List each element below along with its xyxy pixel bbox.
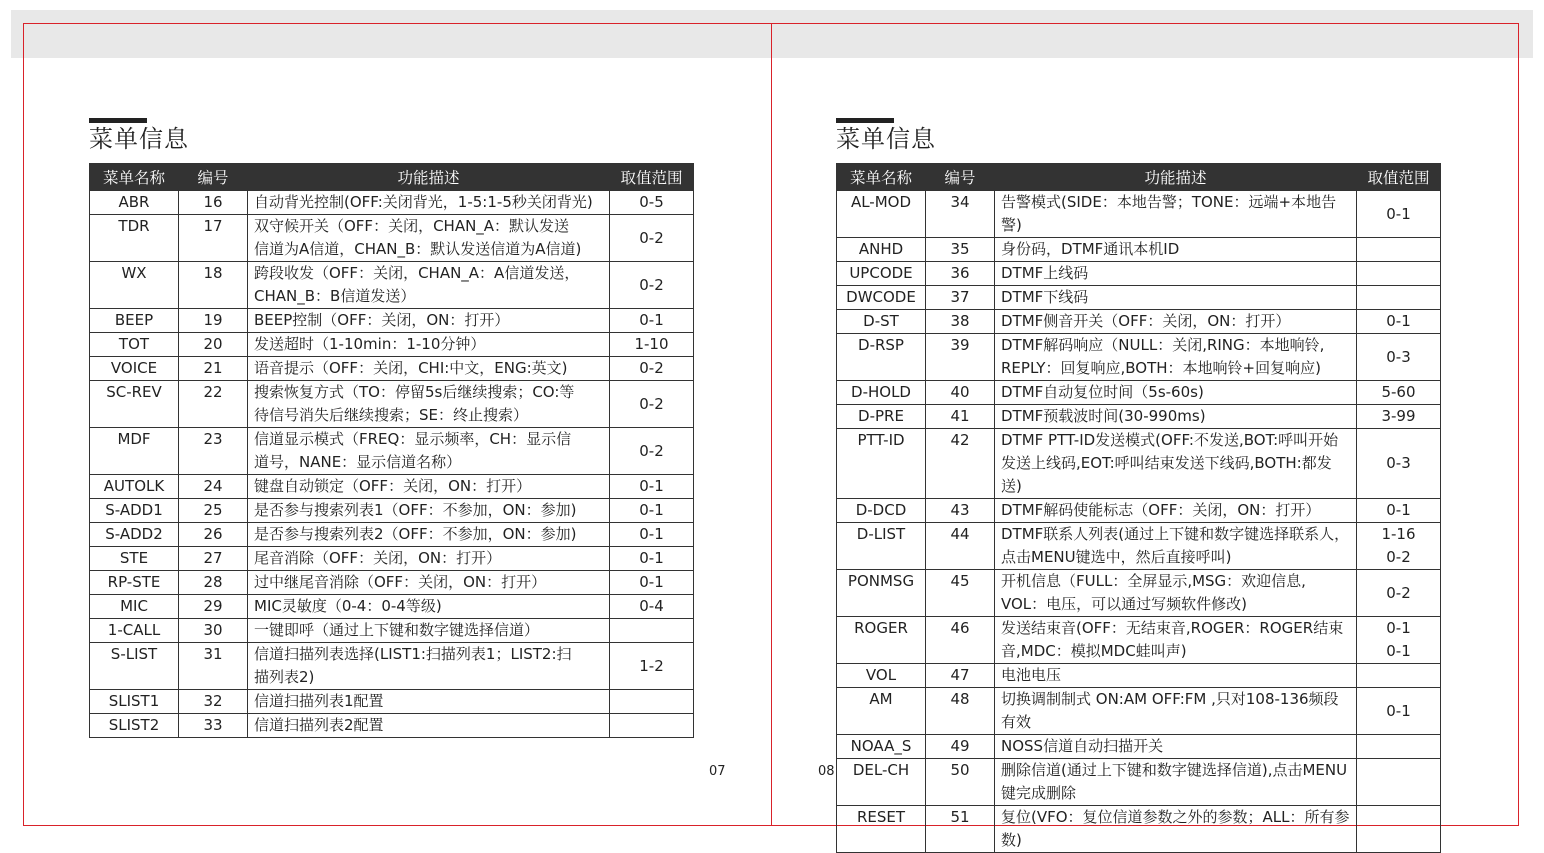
cell-number: 20 bbox=[179, 333, 248, 357]
cell-menu-name: PONMSG bbox=[837, 570, 926, 617]
cell-range: 0-1 bbox=[1357, 688, 1441, 735]
table-row bbox=[90, 499, 694, 523]
cell-description: 语音提示（OFF：关闭，CHI:中文，ENG:英文) bbox=[248, 357, 610, 381]
table-row bbox=[90, 547, 694, 571]
cell-number: 23 bbox=[179, 428, 248, 475]
cell-range: 1-10 bbox=[610, 333, 694, 357]
cell-description: 切换调制制式 ON:AM OFF:FM ,只对108-136频段有效 bbox=[995, 688, 1357, 735]
cell-menu-name: ANHD bbox=[837, 238, 926, 262]
cell-description: 一键即呼（通过上下键和数字键选择信道） bbox=[248, 619, 610, 643]
cell-range: 1-2 bbox=[610, 643, 694, 690]
cell-menu-name: D-DCD bbox=[837, 499, 926, 523]
header-range: 取值范围 bbox=[610, 164, 694, 191]
cell-menu-name: TOT bbox=[90, 333, 179, 357]
cell-range: 0-2 bbox=[610, 381, 694, 428]
cell-menu-name: SLIST1 bbox=[90, 690, 179, 714]
table-row bbox=[837, 262, 1441, 286]
cell-description: DTMF预载波时间(30-990ms) bbox=[995, 405, 1357, 429]
cell-number: 37 bbox=[926, 286, 995, 310]
title-accent-bar bbox=[89, 118, 147, 123]
cell-description: 是否参与搜索列表1（OFF：不参加，ON：参加) bbox=[248, 499, 610, 523]
cell-description: 电池电压 bbox=[995, 664, 1357, 688]
cell-range: 0-2 bbox=[610, 262, 694, 309]
cell-menu-name: S-LIST bbox=[90, 643, 179, 690]
cell-range: 0-1 0-1 bbox=[1357, 617, 1441, 664]
header-description: 功能描述 bbox=[995, 164, 1357, 191]
cell-description: 身份码，DTMF通讯本机ID bbox=[995, 238, 1357, 262]
cell-description: 过中继尾音消除（OFF：关闭，ON：打开） bbox=[248, 571, 610, 595]
table-row bbox=[90, 333, 694, 357]
cell-number: 26 bbox=[179, 523, 248, 547]
cell-menu-name: AUTOLK bbox=[90, 475, 179, 499]
cell-range: 0-5 bbox=[610, 191, 694, 215]
cell-range bbox=[1357, 759, 1441, 806]
table-row bbox=[837, 735, 1441, 759]
table-row bbox=[90, 619, 694, 643]
table-header-row bbox=[90, 164, 694, 191]
cell-menu-name: 1-CALL bbox=[90, 619, 179, 643]
table-row bbox=[837, 688, 1441, 735]
cell-range: 0-1 bbox=[1357, 310, 1441, 334]
cell-number: 33 bbox=[179, 714, 248, 738]
cell-range: 0-1 bbox=[610, 523, 694, 547]
cell-range: 0-2 bbox=[610, 428, 694, 475]
cell-menu-name: WX bbox=[90, 262, 179, 309]
page-right bbox=[836, 118, 1440, 853]
cell-menu-name: RESET bbox=[837, 806, 926, 853]
cell-description: 信道显示模式（FREQ：显示频率，CH：显示信 道号，NANE：显示信道名称） bbox=[248, 428, 610, 475]
cell-menu-name: S-ADD2 bbox=[90, 523, 179, 547]
cell-number: 36 bbox=[926, 262, 995, 286]
cell-number: 35 bbox=[926, 238, 995, 262]
table-row bbox=[90, 381, 694, 428]
cell-number: 17 bbox=[179, 215, 248, 262]
cell-menu-name: BEEP bbox=[90, 309, 179, 333]
cell-range: 0-1 bbox=[1357, 191, 1441, 238]
cell-description: 信道扫描列表1配置 bbox=[248, 690, 610, 714]
cell-menu-name: VOICE bbox=[90, 357, 179, 381]
cell-range: 5-60 bbox=[1357, 381, 1441, 405]
cell-range: 0-2 bbox=[610, 357, 694, 381]
cell-range: 0-1 bbox=[610, 475, 694, 499]
cell-description: DTMF自动复位时间（5s-60s) bbox=[995, 381, 1357, 405]
table-row bbox=[837, 429, 1441, 499]
cell-number: 24 bbox=[179, 475, 248, 499]
header-menu-name: 菜单名称 bbox=[90, 164, 179, 191]
header-number: 编号 bbox=[926, 164, 995, 191]
cell-number: 27 bbox=[179, 547, 248, 571]
cell-number: 31 bbox=[179, 643, 248, 690]
page-fold-line bbox=[771, 23, 772, 826]
cell-number: 51 bbox=[926, 806, 995, 853]
cell-number: 21 bbox=[179, 357, 248, 381]
table-row bbox=[90, 571, 694, 595]
cell-range: 0-1 bbox=[610, 499, 694, 523]
menu-table bbox=[89, 163, 694, 738]
cell-menu-name: SLIST2 bbox=[90, 714, 179, 738]
cell-range: 0-2 bbox=[610, 215, 694, 262]
title-accent-bar bbox=[836, 118, 894, 123]
cell-range: 0-1 bbox=[610, 547, 694, 571]
table-row bbox=[837, 499, 1441, 523]
cell-range: 0-2 bbox=[1357, 570, 1441, 617]
cell-menu-name: MDF bbox=[90, 428, 179, 475]
cell-range bbox=[610, 619, 694, 643]
page-left bbox=[89, 118, 693, 738]
cell-menu-name: S-ADD1 bbox=[90, 499, 179, 523]
cell-range bbox=[1357, 664, 1441, 688]
cell-description: 是否参与搜索列表2（OFF：不参加，ON：参加) bbox=[248, 523, 610, 547]
cell-number: 34 bbox=[926, 191, 995, 238]
cell-menu-name: D-RSP bbox=[837, 334, 926, 381]
cell-range bbox=[1357, 735, 1441, 759]
cell-range: 0-1 bbox=[610, 571, 694, 595]
cell-menu-name: MIC bbox=[90, 595, 179, 619]
cell-number: 41 bbox=[926, 405, 995, 429]
table-row bbox=[90, 475, 694, 499]
table-row bbox=[837, 664, 1441, 688]
cell-description: 复位(VFO：复位信道参数之外的参数；ALL：所有参数) bbox=[995, 806, 1357, 853]
cell-description: 搜索恢复方式（TO：停留5s后继续搜索；CO:等 待信号消失后继续搜索；SE：终止搜索） bbox=[248, 381, 610, 428]
table-row bbox=[90, 262, 694, 309]
cell-range: 0-3 bbox=[1357, 429, 1441, 499]
cell-description: 发送结束音(OFF：无结束音,ROGER：ROGER结束 音,MDC：模拟MDC蛙叫声) bbox=[995, 617, 1357, 664]
cell-description: 发送超时（1-10min：1-10分钟） bbox=[248, 333, 610, 357]
cell-number: 49 bbox=[926, 735, 995, 759]
table-row bbox=[90, 309, 694, 333]
table-body bbox=[837, 191, 1441, 853]
table-row bbox=[837, 238, 1441, 262]
cell-description: NOSS信道自动扫描开关 bbox=[995, 735, 1357, 759]
cell-description: DTMF解码响应（NULL：关闭,RING：本地响铃, REPLY：回复响应,BOTH：本地响铃+回复响应) bbox=[995, 334, 1357, 381]
table-row bbox=[90, 714, 694, 738]
table-row bbox=[837, 381, 1441, 405]
cell-menu-name: D-LIST bbox=[837, 523, 926, 570]
cell-menu-name: AM bbox=[837, 688, 926, 735]
table-row bbox=[837, 310, 1441, 334]
cell-number: 28 bbox=[179, 571, 248, 595]
cell-description: DTMF联系人列表(通过上下键和数字键选择联系人， 点击MENU键选中，然后直接呼叫) bbox=[995, 523, 1357, 570]
cell-number: 16 bbox=[179, 191, 248, 215]
cell-number: 30 bbox=[179, 619, 248, 643]
table-row bbox=[837, 191, 1441, 238]
cell-description: DTMF PTT-ID发送模式(OFF:不发送,BOT:呼叫开始 发送上线码,EOT:呼叫结束发送下线码,BOTH:都发送) bbox=[995, 429, 1357, 499]
table-row bbox=[90, 595, 694, 619]
cell-menu-name: UPCODE bbox=[837, 262, 926, 286]
cell-menu-name: TDR bbox=[90, 215, 179, 262]
cell-number: 29 bbox=[179, 595, 248, 619]
cell-number: 46 bbox=[926, 617, 995, 664]
cell-number: 25 bbox=[179, 499, 248, 523]
cell-number: 19 bbox=[179, 309, 248, 333]
cell-range bbox=[1357, 806, 1441, 853]
cell-description: 尾音消除（OFF：关闭，ON：打开） bbox=[248, 547, 610, 571]
cell-menu-name: VOL bbox=[837, 664, 926, 688]
cell-menu-name: D-HOLD bbox=[837, 381, 926, 405]
cell-description: DTMF上线码 bbox=[995, 262, 1357, 286]
cell-menu-name: DEL-CH bbox=[837, 759, 926, 806]
cell-number: 40 bbox=[926, 381, 995, 405]
cell-range: 3-99 bbox=[1357, 405, 1441, 429]
table-row bbox=[90, 428, 694, 475]
table-row bbox=[90, 357, 694, 381]
cell-range bbox=[1357, 262, 1441, 286]
cell-number: 38 bbox=[926, 310, 995, 334]
table-row bbox=[837, 617, 1441, 664]
table-row bbox=[837, 405, 1441, 429]
cell-range bbox=[1357, 238, 1441, 262]
table-row bbox=[837, 523, 1441, 570]
cell-range: 1-16 0-2 bbox=[1357, 523, 1441, 570]
cell-description: BEEP控制（OFF：关闭，ON：打开） bbox=[248, 309, 610, 333]
cell-description: 信道扫描列表2配置 bbox=[248, 714, 610, 738]
cell-range: 0-4 bbox=[610, 595, 694, 619]
cell-description: 双守候开关（OFF：关闭，CHAN_A：默认发送 信道为A信道，CHAN_B：默认发送信道为A信道) bbox=[248, 215, 610, 262]
cell-description: 跨段收发（OFF：关闭，CHAN_A：A信道发送， CHAN_B：B信道发送） bbox=[248, 262, 610, 309]
page-number: 08 bbox=[818, 764, 835, 779]
cell-number: 43 bbox=[926, 499, 995, 523]
cell-menu-name: ROGER bbox=[837, 617, 926, 664]
cell-range: 0-1 bbox=[610, 309, 694, 333]
cell-number: 45 bbox=[926, 570, 995, 617]
cell-number: 44 bbox=[926, 523, 995, 570]
cell-description: MIC灵敏度（0-4：0-4等级) bbox=[248, 595, 610, 619]
cell-description: 自动背光控制(OFF:关闭背光，1-5:1-5秒关闭背光) bbox=[248, 191, 610, 215]
cell-menu-name: RP-STE bbox=[90, 571, 179, 595]
table-row bbox=[90, 523, 694, 547]
cell-menu-name: AL-MOD bbox=[837, 191, 926, 238]
cell-menu-name: NOAA_S bbox=[837, 735, 926, 759]
table-row bbox=[837, 806, 1441, 853]
cell-number: 50 bbox=[926, 759, 995, 806]
table-row bbox=[90, 215, 694, 262]
table-row bbox=[837, 286, 1441, 310]
cell-description: 键盘自动锁定（OFF：关闭，ON：打开） bbox=[248, 475, 610, 499]
header-number: 编号 bbox=[179, 164, 248, 191]
page-title: 菜单信息 bbox=[89, 125, 189, 153]
page-number: 07 bbox=[709, 764, 726, 779]
cell-number: 42 bbox=[926, 429, 995, 499]
table-row bbox=[90, 690, 694, 714]
cell-number: 32 bbox=[179, 690, 248, 714]
cell-menu-name: DWCODE bbox=[837, 286, 926, 310]
cell-range bbox=[1357, 286, 1441, 310]
table-row bbox=[837, 759, 1441, 806]
table-row bbox=[837, 334, 1441, 381]
cell-menu-name: D-PRE bbox=[837, 405, 926, 429]
cell-number: 39 bbox=[926, 334, 995, 381]
cell-menu-name: PTT-ID bbox=[837, 429, 926, 499]
cell-description: DTMF解码使能标志（OFF：关闭，ON：打开） bbox=[995, 499, 1357, 523]
cell-number: 22 bbox=[179, 381, 248, 428]
cell-description: 告警模式(SIDE：本地告警；TONE：远端+本地告警) bbox=[995, 191, 1357, 238]
cell-description: 开机信息（FULL：全屏显示,MSG：欢迎信息, VOL：电压，可以通过写频软件修改) bbox=[995, 570, 1357, 617]
cell-range: 0-1 bbox=[1357, 499, 1441, 523]
menu-table bbox=[836, 163, 1441, 853]
cell-range bbox=[610, 714, 694, 738]
table-row bbox=[90, 191, 694, 215]
cell-number: 47 bbox=[926, 664, 995, 688]
cell-description: 删除信道(通过上下键和数字键选择信道),点击MENU键完成删除 bbox=[995, 759, 1357, 806]
cell-menu-name: ABR bbox=[90, 191, 179, 215]
cell-description: DTMF侧音开关（OFF：关闭，ON：打开） bbox=[995, 310, 1357, 334]
table-row bbox=[837, 570, 1441, 617]
header-range: 取值范围 bbox=[1357, 164, 1441, 191]
cell-number: 18 bbox=[179, 262, 248, 309]
cell-description: DTMF下线码 bbox=[995, 286, 1357, 310]
table-body bbox=[90, 191, 694, 738]
table-row bbox=[90, 643, 694, 690]
cell-number: 48 bbox=[926, 688, 995, 735]
cell-menu-name: SC-REV bbox=[90, 381, 179, 428]
cell-description: 信道扫描列表选择(LIST1:扫描列表1；LIST2:扫 描列表2) bbox=[248, 643, 610, 690]
table-header-row bbox=[837, 164, 1441, 191]
cell-menu-name: D-ST bbox=[837, 310, 926, 334]
header-menu-name: 菜单名称 bbox=[837, 164, 926, 191]
header-description: 功能描述 bbox=[248, 164, 610, 191]
cell-range: 0-3 bbox=[1357, 334, 1441, 381]
cell-menu-name: STE bbox=[90, 547, 179, 571]
cell-range bbox=[610, 690, 694, 714]
page-title: 菜单信息 bbox=[836, 125, 936, 153]
